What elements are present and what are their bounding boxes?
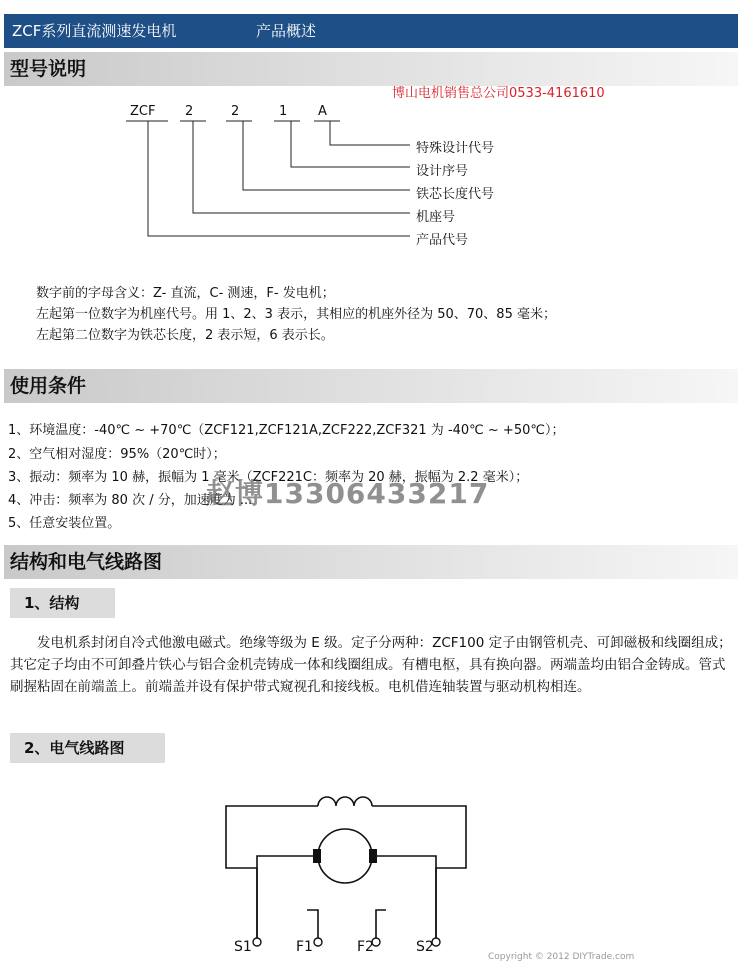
condition-1: 1、环境温度：-40℃ ~ +70℃（ZCF121,ZCF121A,ZCF222,ZCF321 为 -40℃ ~ +50℃）；	[8, 423, 565, 438]
conditions-heading: 使用条件	[4, 369, 738, 403]
meaning-special: 特殊设计代号	[416, 141, 495, 156]
copyright-footer: Copyright © 2012 DIYTrade.com	[488, 952, 635, 962]
watermark: 赵博13306433217	[206, 477, 490, 510]
condition-3: 3、振动：频率为 10 赫，振幅为 1 毫米（ZCF221C：频率为 20 赫，振幅为 2.2 毫米）；	[8, 470, 529, 485]
condition-2: 2、空气相对湿度：95%（20℃时）；	[8, 447, 226, 462]
code-special: A	[318, 104, 327, 119]
circuit-subheading: 2、电气线路图	[10, 733, 165, 763]
note-frame: 左起第一位数字为机座代号。用 1、2、3 表示，其相应的机座外径为 50、70、85 毫米；	[36, 307, 556, 322]
meaning-length: 铁芯长度代号	[416, 187, 495, 202]
overview-title: 产品概述	[256, 22, 317, 40]
code-zcf: ZCF	[130, 104, 156, 119]
code-frame: 2	[185, 104, 194, 119]
meaning-seq: 设计序号	[416, 164, 469, 179]
company-contact: 博山电机销售总公司0533-4161610	[392, 86, 605, 101]
meaning-product: 产品代号	[416, 233, 469, 248]
condition-5: 5、任意安装位置。	[8, 516, 121, 531]
note-letters: 数字前的字母含义：Z- 直流，C- 测速，F- 发电机；	[36, 286, 335, 301]
terminal-f1: F1	[296, 939, 313, 955]
structure-subheading: 1、结构	[10, 588, 115, 618]
meaning-frame: 机座号	[416, 210, 456, 225]
terminal-s1: S1	[234, 939, 252, 955]
structure-paragraph: 发电机系封闭自冷式他激电磁式。绝缘等级为 E 级。定子分两种：ZCF100 定子由钢管机壳、可卸磁极和线圈组成；其它定子均由不可卸叠片铁心与铝合金机壳铸成一体和线圈组成。有槽电枢，具有换向器。两端盖均由铝合金铸成。管式刷握粘固在前端盖上。前端盖并设有保护带式窥视孔和接线板。电机借连轴装置与驱动机构相连。	[10, 635, 732, 695]
note-core: 左起第二位数字为铁芯长度，2 表示短，6 表示长。	[36, 328, 334, 343]
structure-heading: 结构和电气线路图	[4, 545, 738, 579]
terminal-f2: F2	[357, 939, 374, 955]
condition-4: 4、冲击：频率为 80 次 / 分，加速度为 ...	[8, 493, 253, 508]
model-heading: 型号说明	[4, 52, 738, 86]
terminal-s2: S2	[416, 939, 434, 955]
code-length: 2	[231, 104, 240, 119]
code-seq: 1	[279, 104, 288, 119]
series-title: ZCF系列直流测速发电机	[12, 22, 177, 40]
